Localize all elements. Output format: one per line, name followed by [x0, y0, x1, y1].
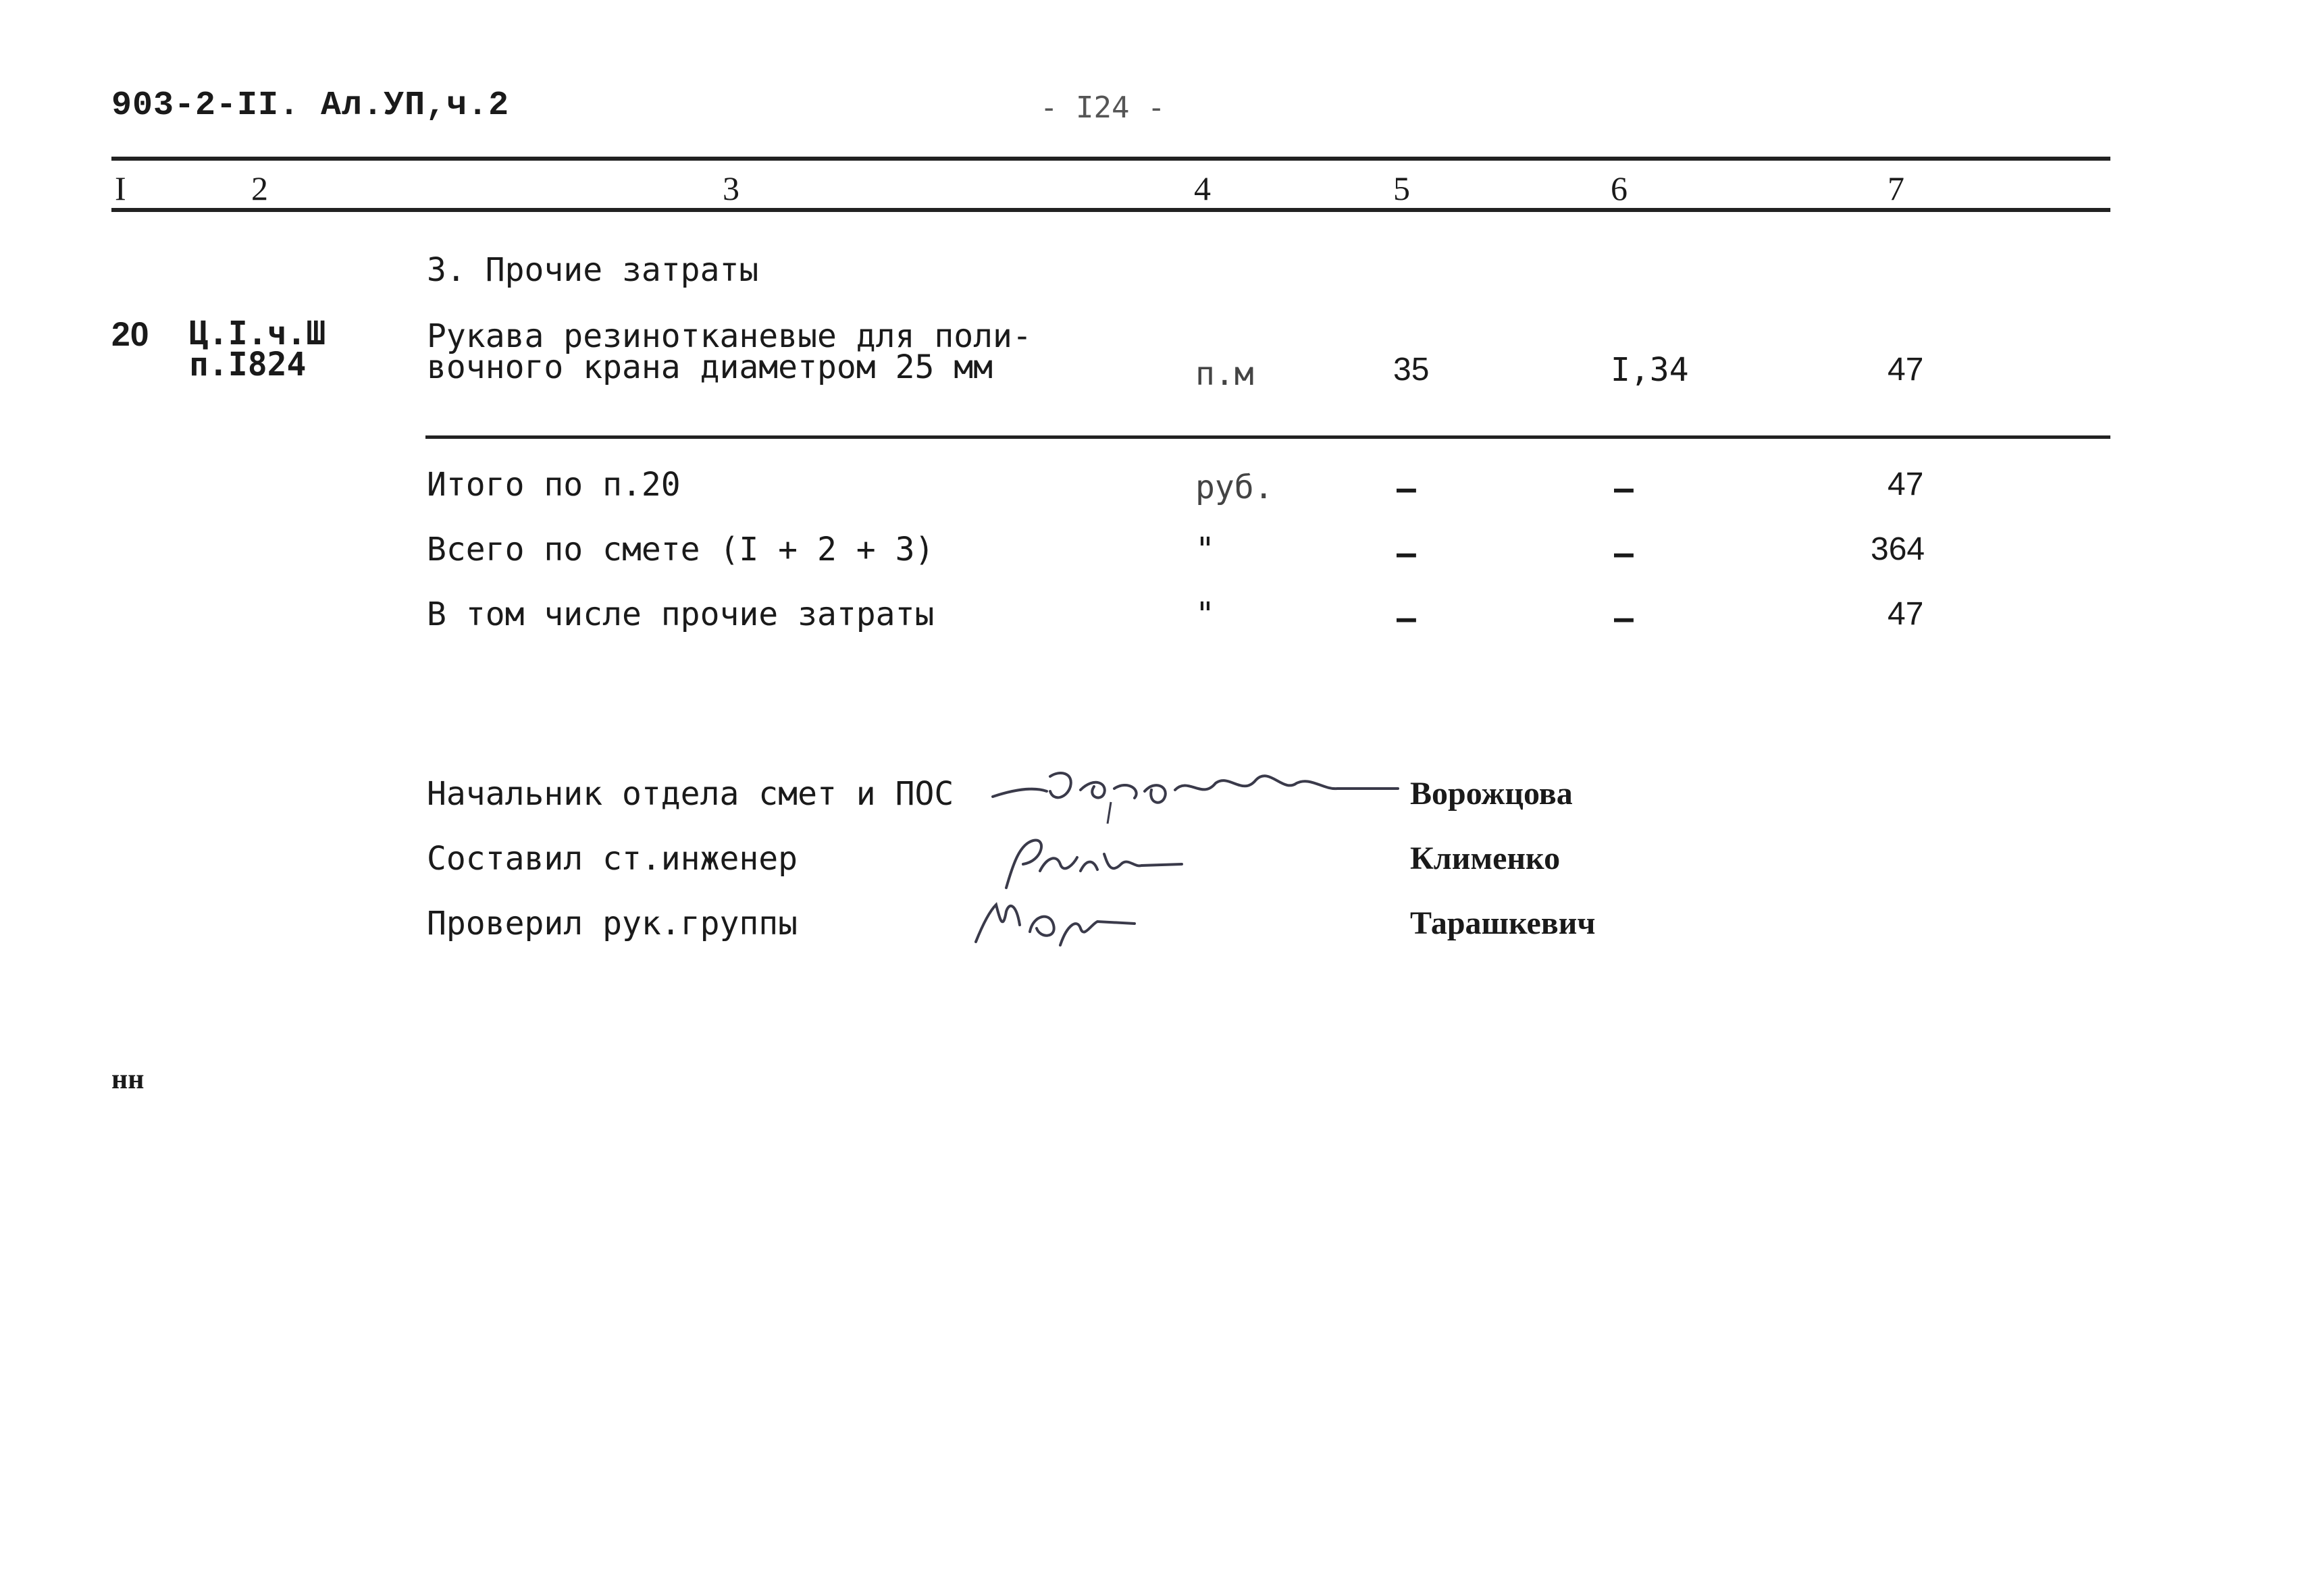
summary-col5: – — [1397, 600, 1416, 637]
item-description-line1: Рукава резинотканевые для поли- — [427, 317, 1032, 355]
summary-col6: – — [1614, 600, 1634, 637]
item-total: 47 — [1888, 352, 1924, 388]
summary-total: 364 — [1871, 531, 1925, 567]
summary-total: 47 — [1888, 467, 1924, 502]
summary-unit: руб. — [1195, 469, 1274, 506]
summary-total: 47 — [1888, 596, 1924, 632]
handwritten-signature-checker — [966, 884, 1168, 959]
item-description-line2: вочного крана диаметром 25 мм — [427, 348, 993, 386]
column-header-7: 7 — [1888, 169, 1904, 207]
item-divider-rule — [425, 435, 2110, 439]
summary-label: В том числе прочие затраты — [427, 595, 935, 633]
summary-unit: " — [1195, 531, 1215, 568]
item-unit-price: I,34 — [1611, 351, 1689, 389]
summary-label: Итого по п.20 — [427, 466, 681, 504]
item-reference-line2: п.I824 — [189, 346, 307, 383]
section-title: 3. Прочие затраты — [427, 251, 759, 289]
document-code: 903-2-II. Ал.УП,ч.2 — [111, 86, 510, 125]
item-reference-line1: Ц.I.ч.Ш — [189, 315, 326, 352]
column-header-4: 4 — [1194, 169, 1211, 207]
footer-mark: нн — [111, 1064, 145, 1095]
summary-unit: " — [1195, 595, 1215, 633]
column-header-1: I — [115, 169, 126, 207]
page-number: - I24 - — [1040, 90, 1166, 125]
summary-col6: – — [1614, 535, 1634, 573]
item-unit: п.м — [1195, 355, 1254, 393]
column-header-5: 5 — [1393, 169, 1410, 207]
summary-label: Всего по смете (I + 2 + 3) — [427, 531, 935, 568]
signature-name-compiler: Клименко — [1410, 841, 1561, 876]
summary-col6: – — [1614, 470, 1634, 508]
signature-name-head: Ворожцова — [1410, 776, 1573, 812]
summary-col5: – — [1397, 535, 1416, 573]
header-bottom-rule — [111, 208, 2110, 212]
signature-title-head: Начальник отдела смет и ПОС — [427, 775, 954, 813]
column-header-2: 2 — [251, 169, 268, 207]
signature-name-checker: Тарашкевич — [1410, 905, 1596, 941]
handwritten-signature-head — [986, 749, 1405, 824]
signature-title-checker: Проверил рук.группы — [427, 905, 798, 942]
signature-title-compiler: Составил ст.инженер — [427, 840, 798, 878]
item-quantity: 35 — [1393, 352, 1430, 388]
column-header-3: 3 — [723, 169, 739, 207]
column-header-6: 6 — [1611, 169, 1628, 207]
header-top-rule — [111, 157, 2110, 161]
summary-col5: – — [1397, 470, 1416, 508]
item-number: 20 — [111, 315, 149, 353]
